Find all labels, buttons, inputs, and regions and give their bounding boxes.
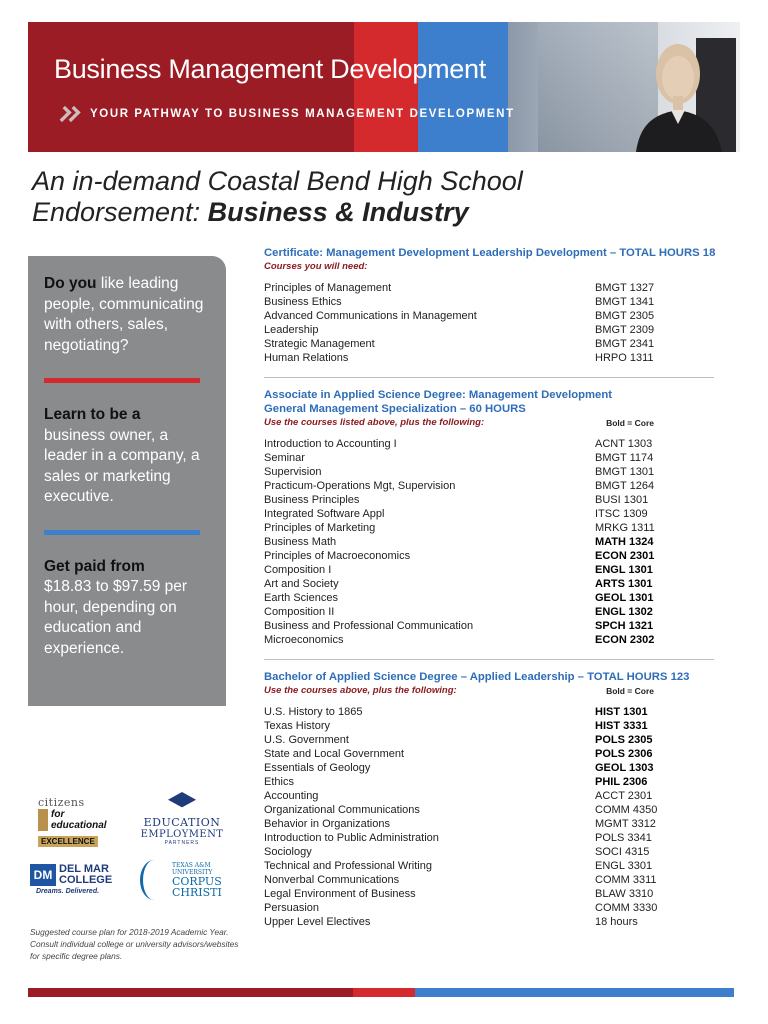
course-code: COMM 3311 <box>595 874 657 886</box>
section-note-row <box>264 261 654 273</box>
course-name: Principles of Marketing <box>264 522 376 534</box>
tamu-line2: UNIVERSITY <box>172 869 213 876</box>
section-title: Bachelor of Applied Science Degree – Applied Leadership – TOTAL HOURS 123 <box>264 671 690 683</box>
citizens-logo-for: for <box>51 809 65 820</box>
course-code: ECON 2302 <box>595 634 655 646</box>
double-chevron-icon <box>58 106 76 122</box>
course-name: Behavior in Organizations <box>264 818 390 830</box>
tamu-logo-text <box>172 862 222 898</box>
course-name: Supervision <box>264 466 322 478</box>
sidebar-block3-heading: Get paid from <box>44 557 145 575</box>
sidebar-divider-blue <box>44 530 200 535</box>
citizens-logo-bottom: EXCELLENCE <box>38 836 98 847</box>
sidebar-block2-text: business owner, a leader in a company, a sales or marketing executive. <box>44 426 200 505</box>
course-code: MGMT 3312 <box>595 818 656 830</box>
course-code: SOCI 4315 <box>595 846 650 858</box>
footer-stripe-blue <box>415 988 734 997</box>
course-code: BMGT 1327 <box>595 282 655 294</box>
course-row <box>264 323 734 337</box>
course-code: BMGT 2309 <box>595 324 655 336</box>
course-name: Principles of Macroeconomics <box>264 550 411 562</box>
course-row <box>264 591 734 605</box>
footer-stripe-red <box>353 988 415 997</box>
course-code: ENGL 1301 <box>595 564 653 576</box>
course-code: HIST 1301 <box>595 706 648 718</box>
course-row <box>264 887 734 901</box>
course-name: Texas History <box>264 720 331 732</box>
core-legend: Bold = Core <box>606 418 654 428</box>
delmar-mark-icon: DM <box>30 864 56 886</box>
course-row <box>264 577 734 591</box>
graduation-cap-icon <box>168 792 196 814</box>
sidebar-panel <box>28 256 226 706</box>
texas-am-corpus-christi-logo <box>140 860 230 900</box>
course-code: POLS 2305 <box>595 734 653 746</box>
course-code: MATH 1324 <box>595 536 654 548</box>
course-row <box>264 619 734 633</box>
sidebar-divider-red <box>44 378 200 383</box>
course-row <box>264 633 734 647</box>
course-code: ECON 2301 <box>595 550 655 562</box>
course-row <box>264 437 734 451</box>
course-plan-footnote: Suggested course plan for 2018-2019 Academic Year. Consult individual college or university advisors/websites for specific degree plans. <box>30 927 239 961</box>
course-code: COMM 4350 <box>595 804 658 816</box>
section-note: Use the courses above, plus the following: <box>264 685 457 696</box>
section-note-row <box>264 417 654 429</box>
delmar-logo-row <box>30 864 125 886</box>
banner-title: Business Management Development <box>54 54 486 84</box>
course-code: ARTS 1301 <box>595 578 653 590</box>
course-code: ACNT 1303 <box>595 438 653 450</box>
banner-subtitle-row <box>58 106 515 122</box>
tamu-wave-icon <box>140 860 168 900</box>
course-name: Upper Level Electives <box>264 916 371 928</box>
section-divider <box>264 659 714 660</box>
course-name: Sociology <box>264 846 312 858</box>
course-name: Nonverbal Communications <box>264 874 400 886</box>
del-mar-college-logo <box>30 864 125 895</box>
course-code: BMGT 1301 <box>595 466 655 478</box>
course-code: BMGT 2305 <box>595 310 655 322</box>
course-name: Business Ethics <box>264 296 342 308</box>
course-name: Accounting <box>264 790 319 802</box>
course-row <box>264 521 734 535</box>
course-name: Ethics <box>264 776 294 788</box>
course-list <box>264 281 734 365</box>
core-legend: Bold = Core <box>606 686 654 696</box>
delmar-tagline: Dreams. Delivered. <box>36 888 100 895</box>
course-name: Principles of Management <box>264 282 392 294</box>
course-row <box>264 775 734 789</box>
course-name: Human Relations <box>264 352 349 364</box>
course-name: Earth Sciences <box>264 592 338 604</box>
delmar-logo-text <box>59 864 112 886</box>
course-row <box>264 831 734 845</box>
course-code: ACCT 2301 <box>595 790 653 802</box>
course-code: BMGT 2341 <box>595 338 655 350</box>
course-row <box>264 451 734 465</box>
course-row <box>264 281 734 295</box>
course-name: Technical and Professional Writing <box>264 860 432 872</box>
course-row <box>264 845 734 859</box>
course-row <box>264 761 734 775</box>
course-row <box>264 719 734 733</box>
delmar-line1: DEL MAR <box>59 863 109 875</box>
section-title: Certificate: Management Development Leadership Development – TOTAL HOURS 18 <box>264 247 716 259</box>
course-row <box>264 901 734 915</box>
course-row <box>264 705 734 719</box>
course-code: HRPO 1311 <box>595 352 654 364</box>
section-divider <box>264 377 714 378</box>
course-row <box>264 309 734 323</box>
course-name: Advanced Communications in Management <box>264 310 477 322</box>
sidebar-block-careers <box>44 405 212 508</box>
banner-blue-segment <box>418 22 508 152</box>
sidebar-block-interests <box>44 274 212 356</box>
banner-red-segment <box>354 22 418 152</box>
degree-section <box>264 388 734 647</box>
headline-line2-bold: Business & Industry <box>207 197 469 227</box>
course-name: Microeconomics <box>264 634 344 646</box>
course-code: GEOL 1303 <box>595 762 654 774</box>
banner-subtitle: YOUR PATHWAY TO BUSINESS MANAGEMENT DEVELOPMENT <box>90 108 515 120</box>
edu-logo-line3: PARTNERS <box>164 840 200 846</box>
course-name: Composition I <box>264 564 332 576</box>
sidebar-block3-text: $18.83 to $97.59 per hour, depending on education and experience. <box>44 578 188 657</box>
course-row <box>264 507 734 521</box>
edu-logo-line1: EDUCATION <box>143 816 221 829</box>
course-row <box>264 789 734 803</box>
course-name: U.S. History to 1865 <box>264 706 363 718</box>
course-row <box>264 803 734 817</box>
course-name: Legal Environment of Business <box>264 888 416 900</box>
degree-section <box>264 246 734 365</box>
course-row <box>264 563 734 577</box>
degree-sections <box>264 246 734 929</box>
sidebar-block1-heading: Do you <box>44 275 97 292</box>
course-row <box>264 915 734 929</box>
course-code: BUSI 1301 <box>595 494 649 506</box>
degree-section <box>264 670 734 929</box>
course-row <box>264 465 734 479</box>
section-title: General Management Specialization – 60 HOURS <box>264 403 526 415</box>
course-code: COMM 3330 <box>595 902 658 914</box>
tamu-line4: CHRISTI <box>172 886 222 899</box>
course-name: Business Principles <box>264 494 360 506</box>
course-name: U.S. Government <box>264 734 349 746</box>
section-note: Use the courses listed above, plus the following: <box>264 417 485 428</box>
footer-stripe-dark-red <box>28 988 353 997</box>
course-name: Leadership <box>264 324 319 336</box>
course-code: PHIL 2306 <box>595 776 648 788</box>
businesswoman-photo <box>626 28 736 152</box>
sidebar-block-pay <box>44 557 212 660</box>
course-name: Strategic Management <box>264 338 375 350</box>
course-code: BMGT 1264 <box>595 480 655 492</box>
sidebar-block2-heading: Learn to be a <box>44 406 141 423</box>
course-name: Business and Professional Communication <box>264 620 474 632</box>
edu-logo-line2: EMPLOYMENT <box>140 829 224 840</box>
course-name: Persuasion <box>264 902 320 914</box>
citizens-logo-educational: educational <box>51 820 107 831</box>
banner-dark-red-segment <box>28 22 354 152</box>
course-code: BMGT 1174 <box>595 452 654 464</box>
course-list <box>264 437 734 647</box>
delmar-line2: COLLEGE <box>59 874 113 886</box>
section-note-row <box>264 685 654 697</box>
citizens-for-educational-excellence-logo <box>38 796 118 849</box>
header-banner <box>28 22 740 152</box>
course-code: ITSC 1309 <box>595 508 648 520</box>
course-row <box>264 873 734 887</box>
headline-line2-prefix: Endorsement: <box>32 197 208 227</box>
course-code: POLS 2306 <box>595 748 653 760</box>
course-code: GEOL 1301 <box>595 592 654 604</box>
course-row <box>264 479 734 493</box>
course-name: Organizational Communications <box>264 804 420 816</box>
course-name: Practicum-Operations Mgt, Supervision <box>264 480 456 492</box>
course-row <box>264 549 734 563</box>
tamu-line3: CORPUS <box>172 875 222 888</box>
course-row <box>264 817 734 831</box>
course-row <box>264 337 734 351</box>
course-row <box>264 605 734 619</box>
course-code: HIST 3331 <box>595 720 648 732</box>
education-employment-partners-logo <box>132 792 232 846</box>
headline-line1: An in-demand Coastal Bend High School <box>32 166 523 196</box>
course-code: BMGT 1341 <box>595 296 655 308</box>
course-row <box>264 295 734 309</box>
citizens-logo-top: citizens <box>38 796 85 809</box>
page-headline <box>32 166 732 228</box>
course-name: Business Math <box>264 536 337 548</box>
course-code: 18 hours <box>595 916 638 928</box>
course-name: Introduction to Public Administration <box>264 832 439 844</box>
course-code: POLS 3341 <box>595 832 652 844</box>
course-row <box>264 535 734 549</box>
course-name: Seminar <box>264 452 305 464</box>
course-name: Composition II <box>264 606 335 618</box>
course-row <box>264 747 734 761</box>
course-code: ENGL 1302 <box>595 606 653 618</box>
course-name: Essentials of Geology <box>264 762 371 774</box>
course-code: MRKG 1311 <box>595 522 655 534</box>
course-row <box>264 733 734 747</box>
course-code: BLAW 3310 <box>595 888 654 900</box>
course-list <box>264 705 734 929</box>
course-row <box>264 493 734 507</box>
sidebar-block1-text: like leading people, communicating with others, sales, negotiating? <box>44 275 204 354</box>
citizens-logo-mid <box>38 809 118 831</box>
tamu-line1: TEXAS A&M <box>172 862 211 869</box>
section-title: Associate in Applied Science Degree: Management Development <box>264 389 613 401</box>
course-name: State and Local Government <box>264 748 405 760</box>
course-row <box>264 351 734 365</box>
course-code: SPCH 1321 <box>595 620 654 632</box>
course-name: Introduction to Accounting I <box>264 438 397 450</box>
section-note: Courses you will need: <box>264 261 368 272</box>
course-code: ENGL 3301 <box>595 860 653 872</box>
course-row <box>264 859 734 873</box>
course-name: Art and Society <box>264 578 339 590</box>
course-name: Integrated Software Appl <box>264 508 385 520</box>
